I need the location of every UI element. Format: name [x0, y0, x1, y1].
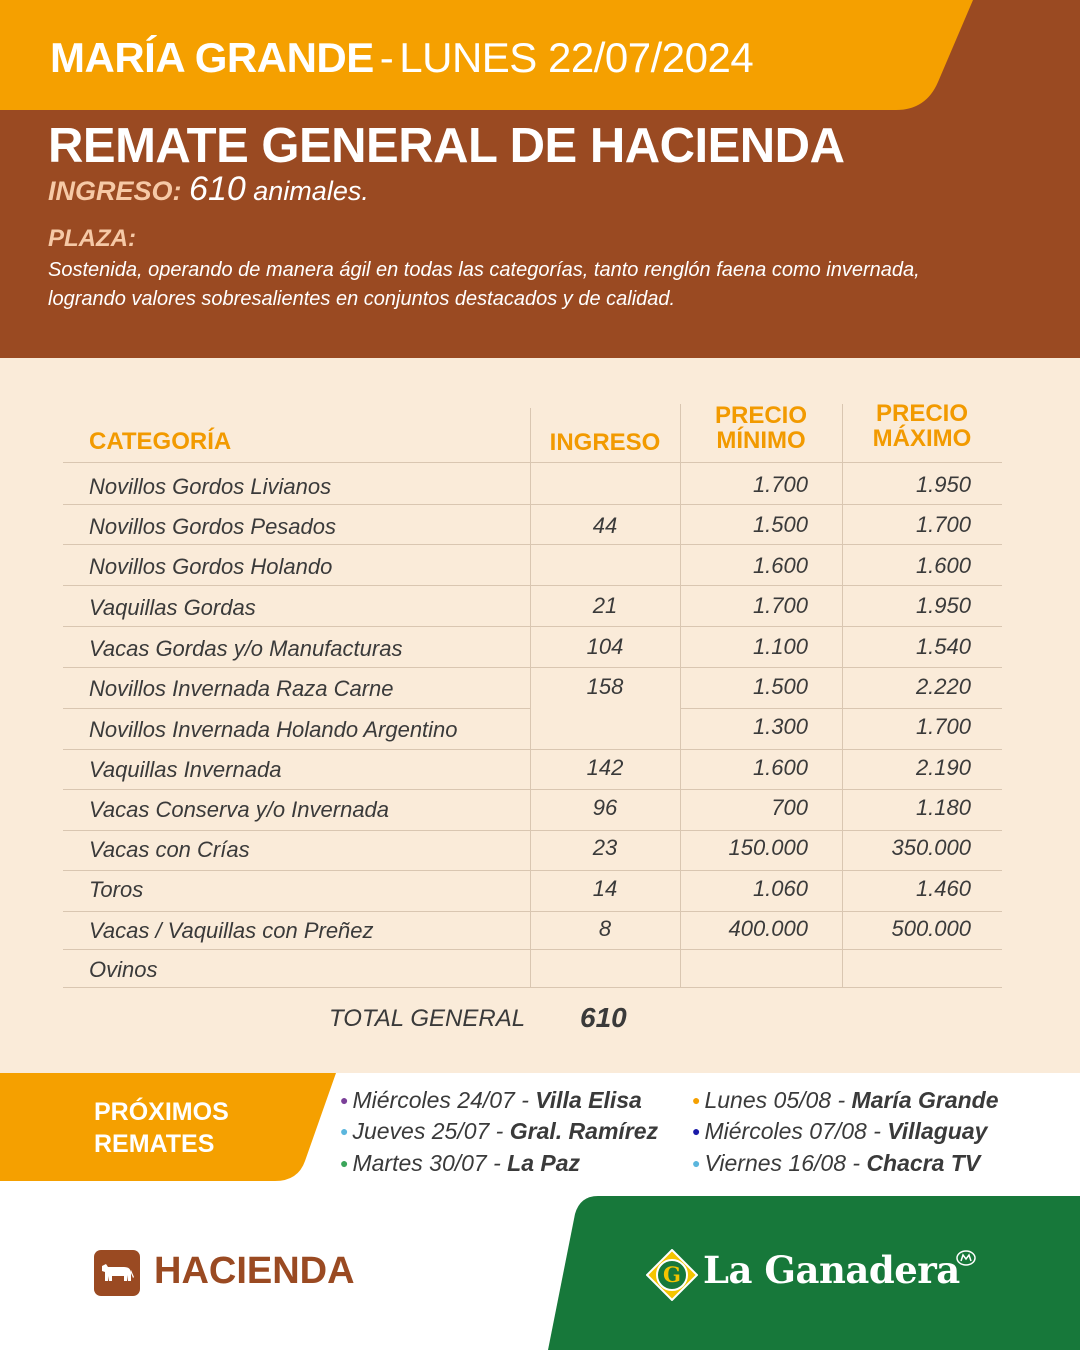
table-row-ingreso: 158 [586, 674, 624, 699]
table-row-precio-minimo: 150.000 [728, 835, 808, 860]
bullet-icon: ● [340, 1123, 349, 1139]
table-bottom-line [63, 987, 1002, 988]
next-auction-place: La Paz [507, 1150, 581, 1176]
table-row-precio-minimo: 1.700 [752, 593, 808, 618]
next-auction-item [692, 1118, 987, 1145]
header-line [50, 34, 753, 82]
row-divider [63, 911, 1002, 912]
bullet-icon: ● [340, 1092, 349, 1108]
row-divider [63, 870, 1002, 871]
row-divider [63, 708, 530, 709]
next-auction-place: Chacra TV [866, 1150, 981, 1176]
bullet-icon: ● [340, 1155, 349, 1171]
column-header-precio-maximo [842, 401, 1002, 451]
column-header-precio-minimo [680, 403, 842, 453]
table-row-ingreso: 8 [598, 916, 612, 941]
ingreso-summary [48, 170, 369, 209]
table-row-precio-minimo: 1.500 [752, 512, 808, 537]
brand-name: La Ganadera [703, 1248, 960, 1292]
table-row-categoria: Vacas con Crías [89, 837, 250, 862]
g-logo-icon [646, 1249, 698, 1301]
table-row-precio-maximo: 1.180 [915, 795, 971, 820]
table-row-precio-maximo: 1.950 [915, 593, 971, 618]
column-header-categoria: CATEGORÍA [89, 428, 232, 455]
table-row-ingreso: 23 [592, 835, 618, 860]
table-row-categoria: Vacas Gordas y/o Manufacturas [89, 636, 403, 661]
total-value: 610 [580, 1002, 627, 1033]
table-row-precio-maximo: 2.220 [915, 674, 971, 699]
section-label: HACIENDA [154, 1250, 355, 1292]
column-header-precio-maximo-line1: PRECIO [875, 400, 968, 427]
plaza-label: PLAZA: [48, 225, 136, 252]
bullet-icon: ● [692, 1092, 701, 1108]
next-auction-place: Gral. Ramírez [509, 1118, 659, 1144]
column-header-ingreso: INGRESO [549, 429, 661, 456]
table-row-ingreso: 44 [592, 513, 618, 538]
table-row-precio-minimo: 700 [771, 795, 808, 820]
row-divider [680, 708, 1002, 709]
row-divider [63, 789, 1002, 790]
total-label: TOTAL GENERAL [329, 1005, 526, 1032]
column-header-precio-maximo-line2: MÁXIMO [872, 425, 972, 452]
column-header-precio-minimo-line1: PRECIO [714, 402, 807, 429]
plaza-description: Sostenida, operando de manera ágil en todas las categorías, tanto renglón faena como invernada, logrando valores sobresalientes en conjuntos destacados y de calidad. [48, 259, 920, 310]
cow-icon [94, 1250, 140, 1296]
trademark-icon [956, 1250, 976, 1266]
table-row-precio-minimo: 1.700 [752, 472, 808, 497]
table-row-categoria: Vacas / Vaquillas con Preñez [89, 918, 374, 943]
table-row-ingreso: 104 [586, 634, 624, 659]
table-row-precio-maximo: 1.460 [915, 876, 971, 901]
table-row-precio-maximo: 500.000 [891, 916, 971, 941]
table-row-precio-minimo: 400.000 [728, 916, 808, 941]
table-row-ingreso: 96 [592, 795, 618, 820]
next-auctions-title [94, 1096, 229, 1160]
next-auction-date: Jueves 25/07 - [352, 1118, 510, 1144]
bullet-icon: ● [692, 1155, 701, 1171]
table-row-precio-minimo: 1.100 [752, 634, 808, 659]
next-auction-place: María Grande [851, 1087, 999, 1113]
table-row-precio-maximo: 1.700 [915, 512, 971, 537]
row-divider [63, 949, 1002, 950]
table-row-precio-maximo: 1.700 [915, 714, 971, 739]
page-title: REMATE GENERAL DE HACIENDA [48, 119, 845, 173]
row-divider [63, 504, 1002, 505]
next-auctions-title-line2: REMATES [94, 1130, 215, 1158]
next-auction-place: Villa Elisa [535, 1087, 642, 1113]
row-divider [63, 667, 1002, 668]
next-auctions-title-line1: PRÓXIMOS [94, 1098, 229, 1126]
next-auction-date: Miércoles 24/07 - [352, 1087, 536, 1113]
table-row-categoria: Vacas Conserva y/o Invernada [89, 797, 390, 822]
table-row-precio-maximo: 2.190 [915, 755, 971, 780]
header-divider [63, 462, 1002, 463]
table-row-categoria: Novillos Gordos Pesados [89, 514, 337, 539]
row-divider [63, 830, 1002, 831]
row-divider [63, 749, 1002, 750]
svg-text:G: G [663, 1262, 681, 1287]
auction-date: LUNES 22/07/2024 [399, 34, 754, 81]
bullet-icon: ● [692, 1123, 701, 1139]
column-header-precio-minimo-line2: MÍNIMO [716, 427, 806, 454]
table-row-categoria: Novillos Gordos Holando [89, 554, 333, 579]
row-divider [63, 544, 1002, 545]
header-separator: - [379, 34, 394, 81]
table-row-categoria: Novillos Gordos Livianos [89, 474, 332, 499]
table-row-precio-minimo: 1.600 [752, 553, 808, 578]
table-row-ingreso: 142 [586, 755, 624, 780]
location-name: MARÍA GRANDE [50, 34, 374, 81]
table-row-precio-maximo: 1.540 [915, 634, 971, 659]
next-auction-item [340, 1118, 658, 1145]
next-auction-place: Villaguay [887, 1118, 988, 1144]
price-table [63, 400, 1002, 1000]
next-auction-date: Lunes 05/08 - [704, 1087, 852, 1113]
table-row-categoria: Vaquillas Invernada [89, 757, 282, 782]
row-divider [63, 585, 1002, 586]
next-auction-date: Viernes 16/08 - [704, 1150, 867, 1176]
next-auction-item [340, 1087, 642, 1114]
table-row-precio-maximo: 1.950 [915, 472, 971, 497]
next-auction-item [692, 1087, 999, 1114]
next-auction-date: Miércoles 07/08 - [704, 1118, 888, 1144]
table-row-categoria: Ovinos [89, 957, 158, 982]
ingreso-value: 610 [189, 170, 246, 208]
table-row-categoria: Novillos Invernada Holando Argentino [89, 717, 458, 742]
table-row-precio-minimo: 1.060 [752, 876, 808, 901]
table-row-precio-minimo: 1.600 [752, 755, 808, 780]
table-row-categoria: Toros [89, 877, 144, 902]
table-row-precio-minimo: 1.500 [752, 674, 808, 699]
ingreso-label: INGRESO: [48, 176, 182, 206]
next-auction-item [692, 1150, 980, 1177]
table-row-categoria: Novillos Invernada Raza Carne [89, 676, 394, 701]
table-row-categoria: Vaquillas Gordas [89, 595, 256, 620]
table-row-ingreso: 21 [592, 593, 618, 618]
table-row-precio-maximo: 350.000 [891, 835, 971, 860]
row-divider [63, 626, 1002, 627]
table-row-ingreso: 14 [592, 876, 618, 901]
table-row-precio-maximo: 1.600 [915, 553, 971, 578]
next-auction-item [340, 1150, 580, 1177]
table-row-precio-minimo: 1.300 [752, 714, 808, 739]
ingreso-unit: animales. [253, 176, 369, 206]
next-auction-date: Martes 30/07 - [352, 1150, 508, 1176]
